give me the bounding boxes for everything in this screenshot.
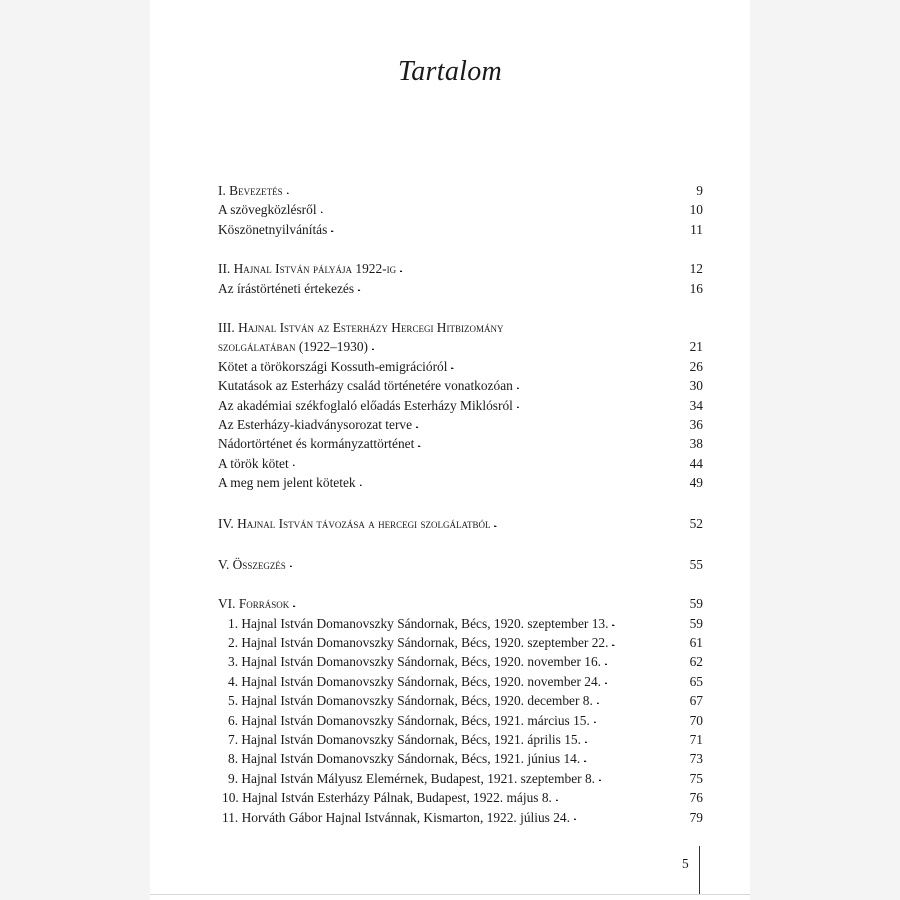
toc-entry-page-number: 30 bbox=[689, 378, 703, 394]
toc-entry-page-number: 10 bbox=[689, 202, 703, 218]
toc-entry-label: Az akadémiai székfoglaló előadás Esterházy Miklósról bbox=[218, 397, 513, 413]
toc-entry-label: Az írástörténeti értekezés bbox=[218, 280, 355, 296]
dot-leader bbox=[358, 279, 656, 292]
toc-entry-page-number: 26 bbox=[689, 358, 703, 374]
toc-entry-page-number: 71 bbox=[689, 731, 703, 747]
toc-entry-page-number: 61 bbox=[689, 635, 703, 651]
toc-entry[interactable] bbox=[218, 279, 703, 298]
toc-entry[interactable] bbox=[218, 788, 703, 807]
section-gap bbox=[218, 574, 703, 594]
dot-leader bbox=[585, 731, 656, 744]
toc-entry[interactable] bbox=[218, 711, 703, 730]
dot-leader bbox=[418, 435, 656, 448]
toc-entry-label: 5. Hajnal István Domanovszky Sándornak, Bécs, 1920. december 8. bbox=[228, 693, 593, 709]
toc-entry[interactable] bbox=[218, 473, 703, 492]
toc-entry[interactable] bbox=[218, 769, 703, 788]
toc-entry-label: 1. Hajnal István Domanovszky Sándornak, Bécs, 1920. szeptember 13. bbox=[228, 615, 609, 631]
toc-entry[interactable] bbox=[218, 614, 703, 633]
toc-entry-page-number: 36 bbox=[689, 416, 703, 432]
dot-leader bbox=[605, 672, 656, 685]
toc-entry[interactable] bbox=[218, 200, 703, 219]
section-gap bbox=[218, 298, 703, 318]
toc-entry[interactable] bbox=[218, 594, 703, 613]
section-gap bbox=[218, 239, 703, 259]
toc-entry-label: VI. Források bbox=[218, 596, 290, 612]
toc-entry-page-number: 76 bbox=[689, 790, 703, 806]
toc-entry-label: V. Összegzés bbox=[218, 556, 286, 572]
toc-entry-label: Köszönetnyilvánítás bbox=[218, 221, 328, 237]
toc-entry-label: A török kötet bbox=[218, 455, 289, 471]
table-of-contents bbox=[218, 181, 703, 827]
toc-entry[interactable] bbox=[218, 454, 703, 473]
dot-leader bbox=[293, 595, 656, 608]
section-gap bbox=[218, 492, 703, 514]
dot-leader bbox=[517, 396, 656, 409]
toc-entry[interactable] bbox=[218, 220, 703, 239]
dot-leader bbox=[360, 474, 656, 487]
page-title: Tartalom bbox=[397, 56, 503, 87]
toc-entry-label: 2. Hajnal István Domanovszky Sándornak, Bécs, 1920. szeptember 22. bbox=[228, 635, 609, 651]
toc-entry-label: 10. Hajnal István Esterházy Pálnak, Budapest, 1922. május 8. bbox=[222, 790, 552, 806]
dot-leader bbox=[290, 555, 656, 568]
toc-entry-page-number: 75 bbox=[689, 770, 703, 786]
dot-leader bbox=[451, 357, 656, 370]
toc-entry-label: Az Esterházy-kiadványsorozat terve bbox=[218, 416, 413, 432]
toc-entry-label: 9. Hajnal István Mályusz Elemérnek, Budapest, 1921. szeptember 8. bbox=[228, 770, 596, 786]
toc-entry-page-number: 59 bbox=[689, 615, 703, 631]
dot-leader bbox=[612, 634, 656, 647]
toc-entry-page-number: 59 bbox=[689, 596, 703, 612]
toc-entry-page-number: 79 bbox=[689, 809, 703, 825]
toc-entry-page-number: 11 bbox=[690, 221, 703, 237]
toc-entry-label: I. Bevezetés bbox=[218, 183, 283, 198]
toc-entry-page-number: 67 bbox=[689, 693, 703, 709]
dot-leader bbox=[574, 808, 656, 821]
dot-leader bbox=[594, 711, 656, 724]
dot-leader bbox=[321, 201, 656, 214]
toc-entry-page-number: 9 bbox=[696, 183, 703, 198]
toc-entry-page-number: 12 bbox=[689, 261, 703, 277]
toc-entry-label: II. Hajnal István pályája 1922-ig bbox=[218, 261, 397, 277]
toc-heading-label: III. Hajnal István az Esterházy Hercegi Hitbizomány bbox=[218, 319, 504, 335]
toc-entry[interactable] bbox=[218, 396, 703, 415]
toc-entry[interactable] bbox=[218, 652, 703, 671]
toc-entry-label: 3. Hajnal István Domanovszky Sándornak, Bécs, 1920. november 16. bbox=[228, 654, 602, 670]
toc-entry-label: szolgálatában (1922–1930) bbox=[218, 339, 369, 355]
toc-entry-page-number: 16 bbox=[689, 280, 703, 296]
toc-entry[interactable] bbox=[218, 633, 703, 652]
toc-entry-page-number: 55 bbox=[689, 556, 703, 572]
toc-entry-label: 7. Hajnal István Domanovszky Sándornak, Bécs, 1921. április 15. bbox=[228, 731, 581, 747]
toc-entry-label: IV. Hajnal István távozása a hercegi szolgálatból bbox=[218, 516, 491, 532]
page-bottom-edge bbox=[150, 894, 750, 895]
toc-entry[interactable] bbox=[218, 691, 703, 710]
dot-leader bbox=[584, 750, 656, 763]
toc-entry[interactable] bbox=[218, 514, 703, 533]
toc-heading-line bbox=[218, 318, 703, 337]
toc-entry-label: 4. Hajnal István Domanovszky Sándornak, Bécs, 1920. november 24. bbox=[228, 673, 602, 689]
dot-leader bbox=[293, 454, 656, 467]
toc-entry[interactable] bbox=[218, 259, 703, 278]
toc-entry-label: 11. Horváth Gábor Hajnal Istvánnak, Kismarton, 1922. július 24. bbox=[222, 809, 570, 825]
toc-entry-label: Nádortörténet és kormányzattörténet bbox=[218, 436, 415, 452]
dot-leader bbox=[400, 260, 656, 273]
toc-entry-page-number: 52 bbox=[689, 516, 703, 532]
toc-entry-page-number: 70 bbox=[689, 712, 703, 728]
toc-entry-page-number: 62 bbox=[689, 654, 703, 670]
dot-leader bbox=[597, 692, 656, 705]
section-gap bbox=[218, 534, 703, 555]
folio-rule bbox=[699, 846, 700, 894]
book-page bbox=[150, 0, 750, 900]
dot-leader bbox=[287, 182, 656, 195]
dot-leader bbox=[331, 220, 656, 233]
page-number: 5 bbox=[682, 856, 689, 871]
toc-entry-label: 8. Hajnal István Domanovszky Sándornak, Bécs, 1921. június 14. bbox=[228, 751, 581, 767]
toc-entry-page-number: 21 bbox=[689, 339, 703, 355]
toc-entry[interactable] bbox=[218, 672, 703, 691]
dot-leader bbox=[416, 416, 656, 429]
toc-entry-label: A meg nem jelent kötetek bbox=[218, 475, 356, 491]
toc-entry-page-number: 49 bbox=[689, 475, 703, 491]
toc-entry-label: Kutatások az Esterházy család történetére vonatkozóan bbox=[218, 378, 513, 394]
toc-entry-label: Kötet a törökországi Kossuth-emigrációról bbox=[218, 358, 448, 374]
toc-entry[interactable] bbox=[218, 434, 703, 453]
dot-leader bbox=[372, 338, 656, 351]
dot-leader bbox=[556, 789, 656, 802]
toc-entry[interactable] bbox=[218, 357, 703, 376]
toc-entry-page-number: 44 bbox=[689, 455, 703, 471]
toc-entry-page-number: 38 bbox=[689, 436, 703, 452]
toc-entry[interactable] bbox=[218, 337, 703, 356]
toc-entry-label: A szövegközlésről bbox=[218, 202, 317, 218]
toc-entry[interactable] bbox=[218, 749, 703, 768]
dot-leader bbox=[612, 614, 656, 627]
toc-entry[interactable] bbox=[218, 376, 703, 395]
dot-leader bbox=[605, 653, 656, 666]
toc-entry[interactable] bbox=[218, 181, 703, 200]
dot-leader bbox=[599, 769, 656, 782]
toc-entry-page-number: 65 bbox=[689, 673, 703, 689]
toc-entry[interactable] bbox=[218, 730, 703, 749]
toc-entry-label: 6. Hajnal István Domanovszky Sándornak, Bécs, 1921. március 15. bbox=[228, 712, 590, 728]
toc-entry[interactable] bbox=[218, 808, 703, 827]
dot-leader bbox=[517, 377, 656, 390]
toc-entry-page-number: 34 bbox=[689, 397, 703, 413]
toc-entry[interactable] bbox=[218, 415, 703, 434]
toc-entry-page-number: 73 bbox=[689, 751, 703, 767]
toc-entry[interactable] bbox=[218, 555, 703, 574]
dot-leader bbox=[494, 515, 656, 528]
